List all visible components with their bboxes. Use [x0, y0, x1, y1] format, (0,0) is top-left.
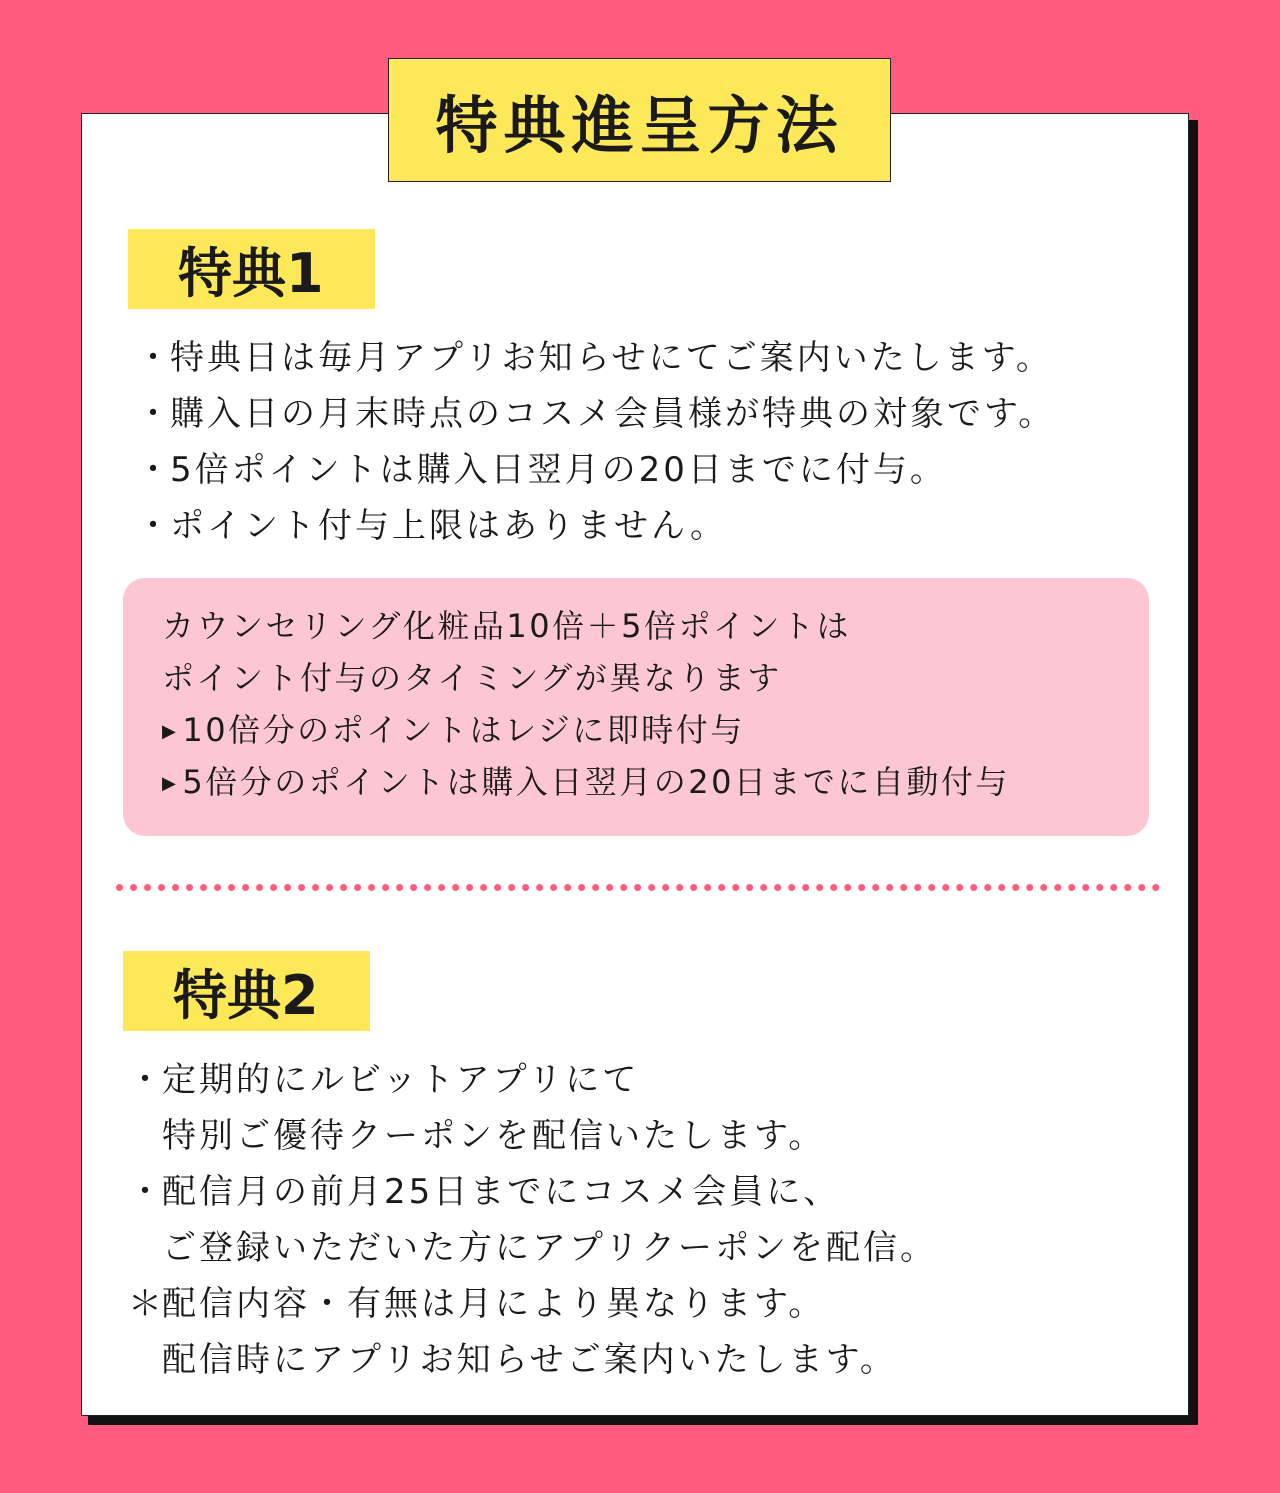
list-item: ・配信月の前月25日までにコスメ会員に、 ご登録いただいた方にアプリクーポンを配信。 [128, 1172, 937, 1268]
note-line: ▶ 10倍分のポイントはレジに即時付与 [162, 704, 1010, 756]
list-item: ・購入日の月末時点のコスメ会員様が特典の対象です。 [136, 394, 1056, 434]
section-2-label: 特典2 [123, 951, 370, 1031]
dotted-divider [116, 884, 1160, 891]
list-item: ＊配信内容・有無は月により異なります。 配信時にアプリお知らせご案内いたします。 [128, 1284, 897, 1380]
section-1-list [136, 330, 1055, 554]
triangle-icon: ▶ [162, 721, 179, 742]
triangle-icon: ▶ [162, 773, 179, 794]
list-item: ・特典日は毎月アプリお知らせにてご案内いたします。 [136, 338, 1053, 378]
section-1-label: 特典1 [128, 229, 375, 309]
list-item: ・定期的にルビットアプリにて 特別ご優待クーポンを配信いたします。 [128, 1060, 826, 1156]
section-2-list [128, 1052, 937, 1388]
list-item: ・ポイント付与上限はありません。 [136, 506, 728, 546]
page-title: 特典進呈方法 [388, 58, 891, 182]
note-line: カウンセリング化粧品10倍＋5倍ポイントは [162, 607, 851, 645]
note-line: ポイント付与のタイミングが異なります [162, 659, 782, 697]
note-text [162, 600, 1010, 808]
note-line: ▶ 5倍分のポイントは購入日翌月の20日までに自動付与 [162, 756, 1010, 808]
list-item: ・5倍ポイントは購入日翌月の20日までに付与。 [136, 450, 947, 490]
